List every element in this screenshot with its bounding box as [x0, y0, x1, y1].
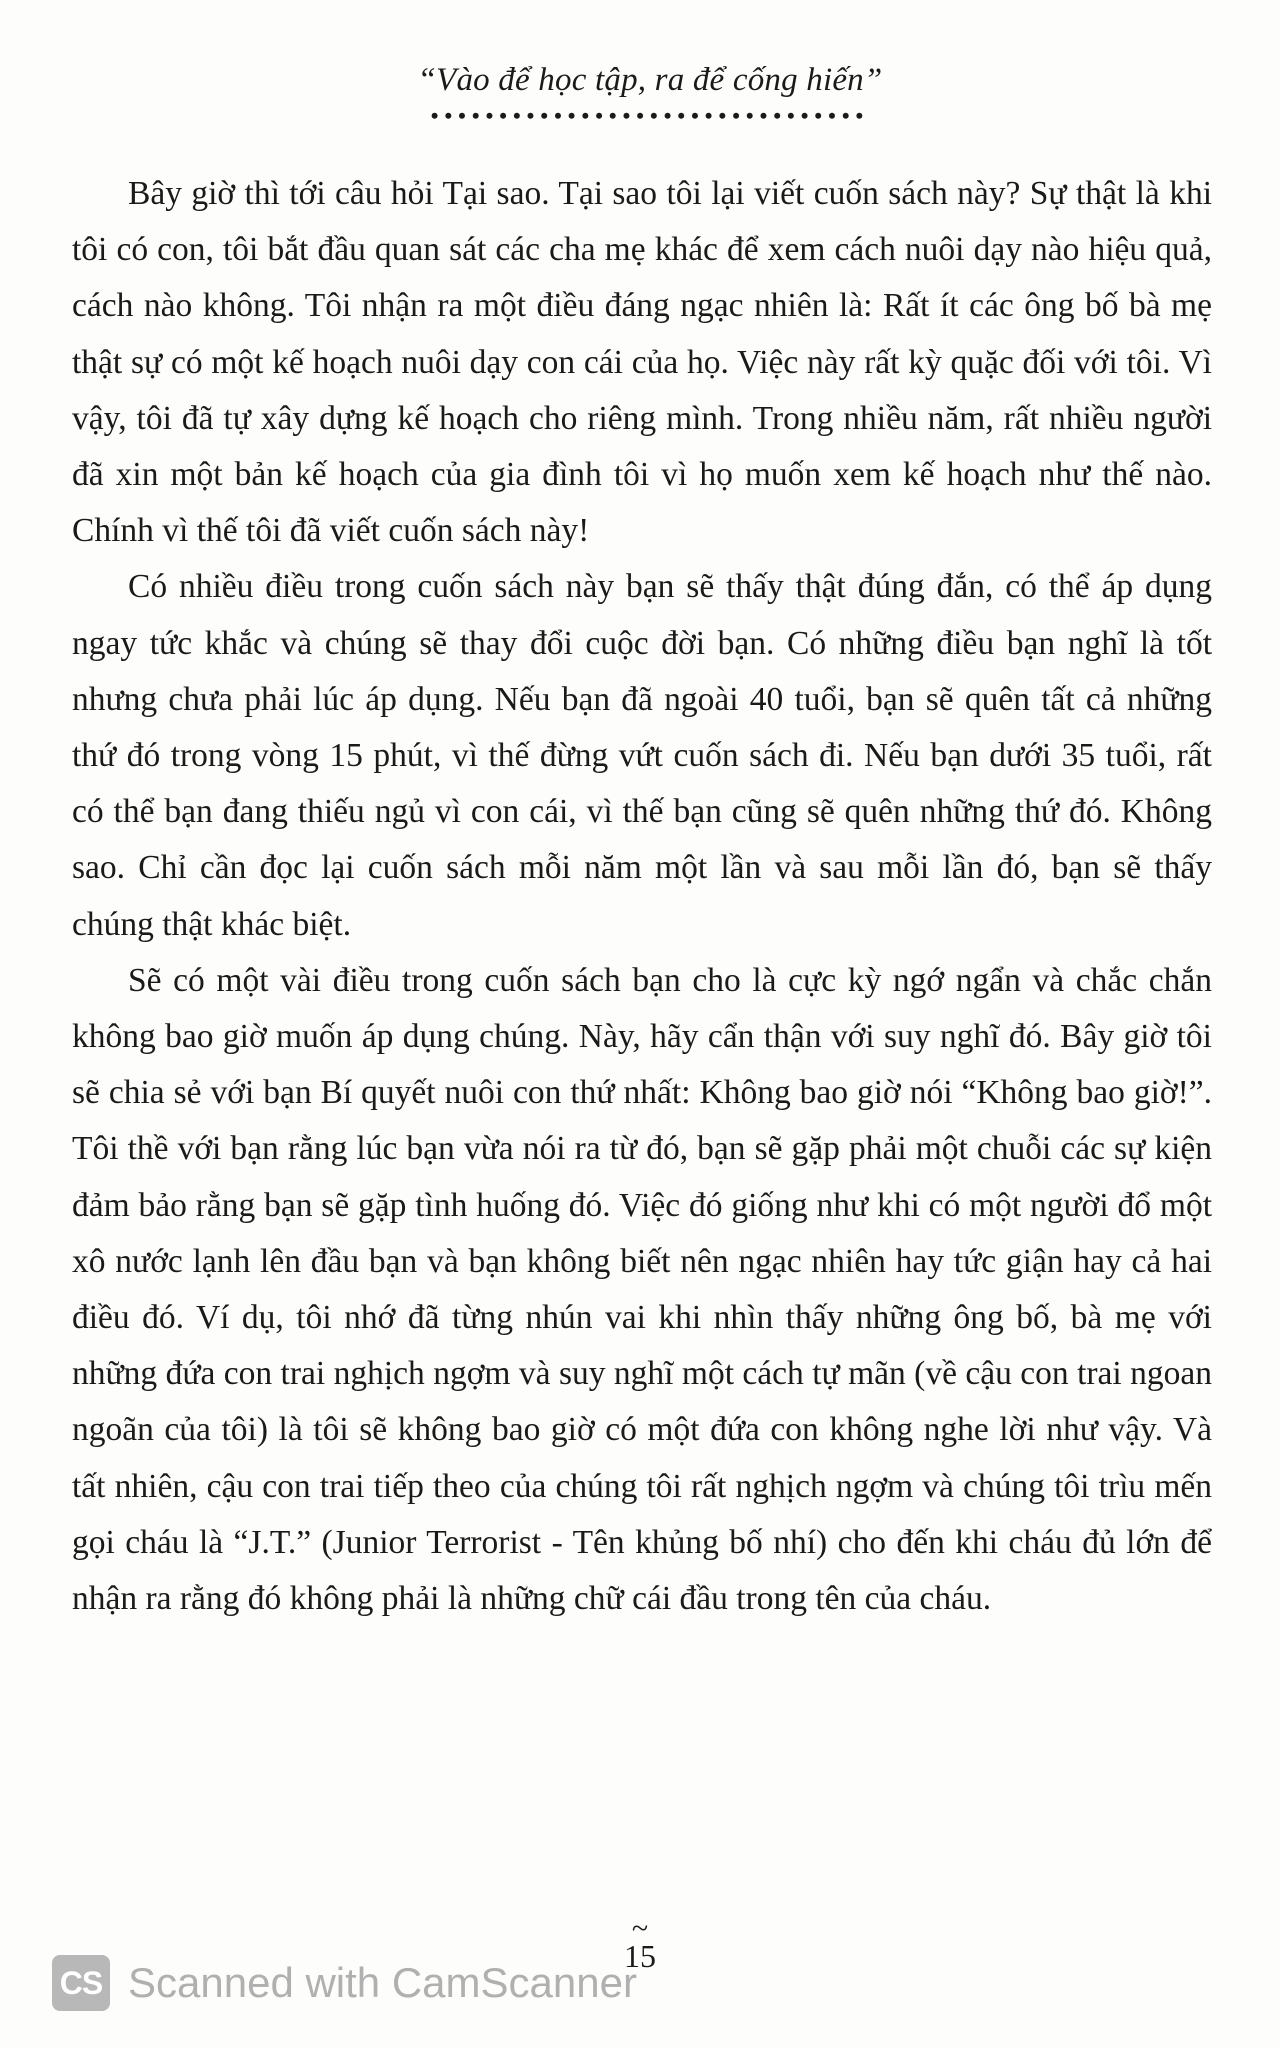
paragraph-3: Sẽ có một vài điều trong cuốn sách bạn cho là cực kỳ ngớ ngẩn và chắc chắn không bao giờ muốn áp dụng chúng. Này, hãy cẩn thận với suy nghĩ đó. Bây giờ tôi sẽ chia sẻ với bạn Bí quyết nuôi con thứ nhất: Không bao giờ nói “Không bao giờ!”. Tôi thề với bạn rằng lúc bạn vừa nói ra từ đó, bạn sẽ gặp phải một chuỗi các sự kiện đảm bảo rằng bạn sẽ gặp tình huống đó. Việc đó giống như khi có một người đổ một xô nước lạnh lên đầu bạn và bạn không biết nên ngạc nhiên hay tức giận hay cả hai điều đó. Ví dụ, tôi nhớ đã từng nhún vai khi nhìn thấy những ông bố, bà mẹ với những đứa con trai nghịch ngợm và suy nghĩ một cách tự mãn (về cậu con trai ngoan ngoãn của tôi) là tôi sẽ không bao giờ có một đứa con không nghe lời như vậy. Và tất nhiên, cậu con trai tiếp theo của chúng tôi rất nghịch ngợm và chúng tôi trìu mến gọi cháu là “J.T.” (Junior Terrorist - Tên khủng bố nhí) cho đến khi cháu đủ lớn để nhận ra rằng đó không phải là những chữ cái đầu trong tên của cháu.: [72, 961, 1212, 1618]
header-dotted-rule: ••••••••••••••••••••••••••••••••: [430, 105, 870, 127]
running-header: [370, 62, 930, 127]
paragraph-2: Có nhiều điều trong cuốn sách này bạn sẽ thấy thật đúng đắn, có thể áp dụng ngay tức khắc và chúng sẽ thay đổi cuộc đời bạn. Có những điều bạn nghĩ là tốt nhưng chưa phải lúc áp dụng. Nếu bạn đã ngoài 40 tuổi, bạn sẽ quên tất cả những thứ đó trong vòng 15 phút, vì thế đừng vứt cuốn sách đi. Nếu bạn dưới 35 tuổi, rất có thể bạn đang thiếu ngủ vì con cái, vì thế bạn cũng sẽ quên những thứ đó. Không sao. Chỉ cần đọc lại cuốn sách mỗi năm một lần và sau mỗi lần đó, bạn sẽ thấy chúng thật khác biệt.: [72, 568, 1212, 943]
camscanner-logo-icon: CS: [52, 1955, 110, 2011]
camscanner-watermark: [52, 1955, 637, 2011]
body-text: [72, 166, 1212, 1627]
page-number-value: 15: [624, 1938, 656, 1974]
paragraph-1: Bây giờ thì tới câu hỏi Tại sao. Tại sao tôi lại viết cuốn sách này? Sự thật là khi tôi có con, tôi bắt đầu quan sát các cha mẹ khác để xem cách nuôi dạy nào hiệu quả, cách nào không. Tôi nhận ra một điều đáng ngạc nhiên là: Rất ít các ông bố bà mẹ thật sự có một kế hoạch nuôi dạy con cái của họ. Việc này rất kỳ quặc đối với tôi. Vì vậy, tôi đã tự xây dựng kế hoạch cho riêng mình. Trong nhiều năm, rất nhiều người đã xin một bản kế hoạch của gia đình tôi vì họ muốn xem kế hoạch như thế nào. Chính vì thế tôi đã viết cuốn sách này!: [72, 175, 1212, 550]
header-title: “Vào để học tập, ra để cống hiến”: [417, 62, 883, 98]
watermark-text: Scanned with CamScanner: [128, 1959, 637, 2006]
page-number-ornament: ~: [631, 1912, 649, 1945]
